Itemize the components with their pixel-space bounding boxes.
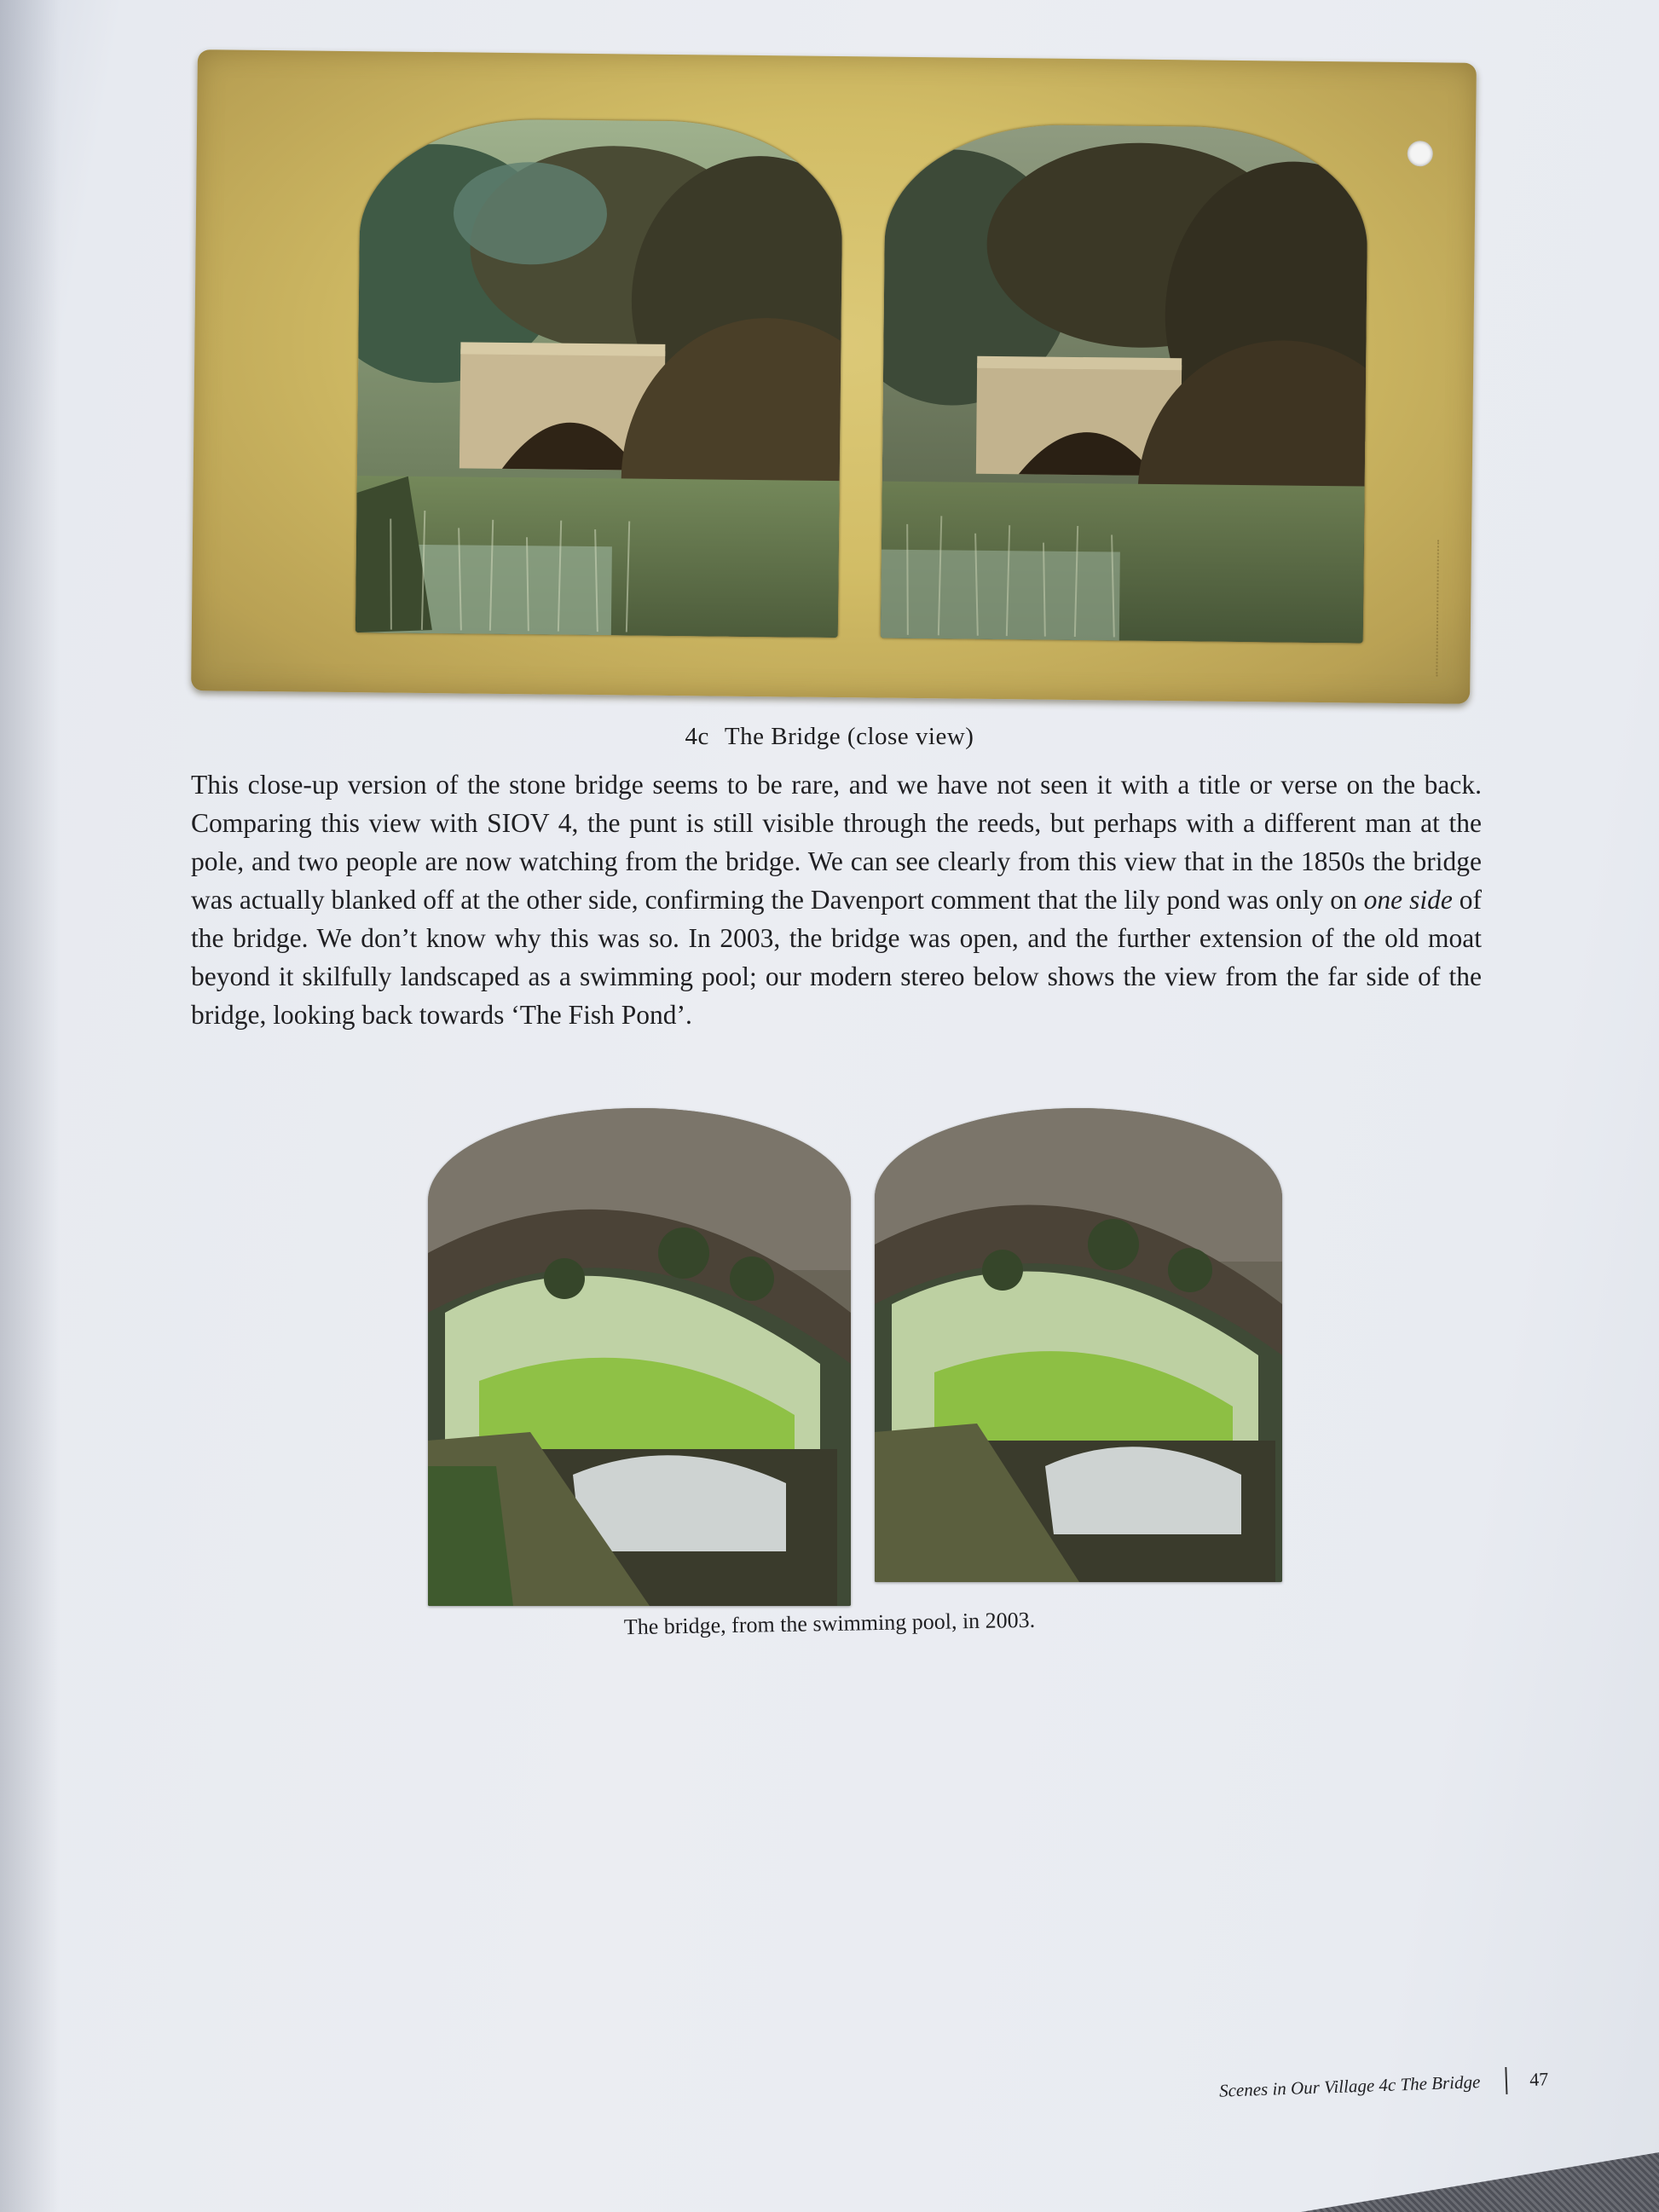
modern-stereo-right-image	[875, 1108, 1282, 1582]
stereocard-right-image	[881, 124, 1368, 644]
body-text-emphasis: one side	[1363, 885, 1453, 915]
stereocard-left-image	[356, 118, 843, 638]
figure-caption	[0, 723, 1659, 751]
page-number: 47	[1529, 2068, 1549, 2091]
page-footer	[1218, 2065, 1548, 2104]
body-paragraph	[191, 765, 1482, 1034]
card-hole	[1408, 141, 1433, 166]
figure-title: The Bridge (close view)	[724, 723, 974, 750]
modern-photo-caption: The bridge, from the swimming pool, in 2003.	[623, 1607, 1036, 1640]
figure-number: 4c	[685, 723, 709, 750]
card-imprint	[1436, 540, 1448, 676]
stereocard-photo	[191, 49, 1477, 704]
footer-divider	[1505, 2067, 1507, 2094]
body-text-part-2: of the bridge. We don’t know why this was so. In 2003, the bridge was open, and the further extension of the old moat beyond it skilfully landscaped as a swimming pool; our modern stereo below shows the view from the far side of the bridge, looking back towards ‘The Fish Pond’.	[191, 885, 1482, 1030]
running-head: Scenes in Our Village 4c The Bridge	[1218, 2071, 1481, 2101]
modern-stereo-left-image	[428, 1108, 851, 1606]
body-text-part-1: This close-up version of the stone bridge seems to be rare, and we have not seen it with a title or verse on the back. Comparing this view with SIOV 4, the punt is still visible through the reeds, but perhaps with a different man at the pole, and two people are now watching from the bridge. We can see clearly from this view that in the 1850s the bridge was actually blanked off at the other side, confirming the Davenport comment that the lily pond was only on	[191, 770, 1482, 915]
